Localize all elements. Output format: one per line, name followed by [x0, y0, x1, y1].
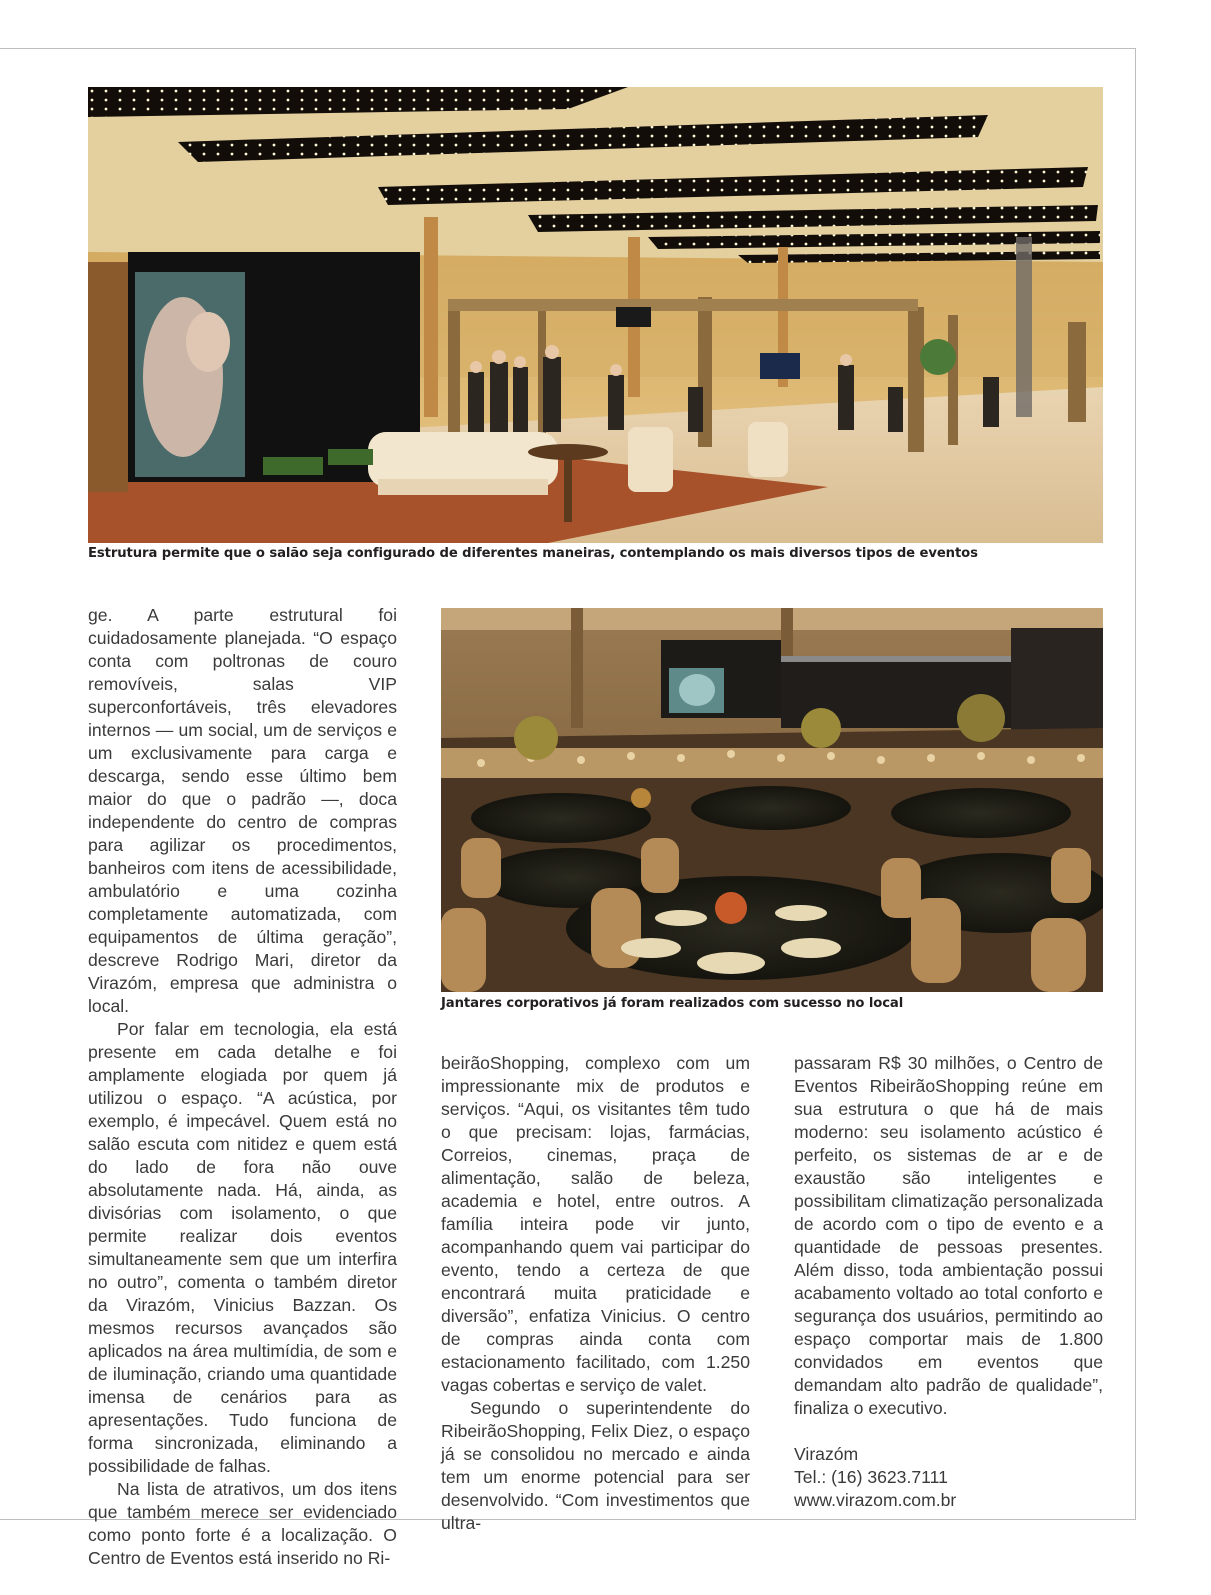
contact-block: [794, 1443, 1103, 1512]
page-border-top: [0, 48, 1136, 49]
article-paragraph: Por falar em tecnologia, ela está presente em cada detalhe e foi amplamente elogiada por quem já utilizou o espaço. “A acústica, por exemplo, é impecável. Quem está no salão escuta com nitidez e quem está do lado de fora não ouve absolutamente nada. Há, ainda, as divisórias com isolamento, o que permite realizar dois eventos simultaneamente sem que um interfira no outro”, comenta o também diretor da Virazóm, Vinicius Bazzan. Os mesmos recursos avançados são aplicados na área multimídia, de som e de iluminação, criando uma quantidade imensa de cenários para as apresentações. Tudo funciona de forma sincronizada, eliminando a possibilidade de falhas.: [88, 1019, 397, 1476]
middle-photo-caption: Jantares corporativos já foram realizados com sucesso no local: [441, 996, 904, 1011]
contact-website[interactable]: www.virazom.com.br: [794, 1490, 957, 1510]
top-photo-caption: Estrutura permite que o salão seja configurado de diferentes maneiras, contemplando os mais diversos tipos de eventos: [88, 546, 978, 561]
article-paragraph: Segundo o superintendente do RibeirãoShopping, Felix Diez, o espaço já se consolidou no mercado e ainda tem um enorme potencial para ser desenvolvido. “Com investimentos que ultra-: [441, 1398, 750, 1533]
exhibition-hall-photo: [88, 87, 1103, 543]
banquet-hall-photo: [441, 608, 1103, 992]
article-column-2: [441, 1052, 750, 1535]
article-paragraph: Na lista de atrativos, um dos itens que também merece ser evidenciado como ponto forte é a localização. O Centro de Eventos está inserido no Ri-: [88, 1479, 397, 1568]
contact-company: Virazóm: [794, 1444, 859, 1464]
article-paragraph: beirãoShopping, complexo com um impressionante mix de produtos e serviços. “Aqui, os visitantes têm tudo o que precisam: lojas, farmácias, Correios, cinemas, praça de alimentação, salão de beleza, academia e hotel, entre outros. A família inteira pode vir junto, acompanhando quem vai participar do evento, tendo a certeza de que encontrará muita praticidade e diversão”, enfatiza Vinicius. O centro de compras ainda conta com estacionamento facilitado, com 1.250 vagas cobertas e serviço de valet.: [441, 1053, 750, 1395]
article-column-1: [88, 604, 397, 1570]
article-column-3: [794, 1052, 1103, 1512]
article-paragraph: ge. A parte estrutural foi cuidadosamente planejada. “O espaço conta com poltronas de couro removíveis, salas VIP superconfortáveis, três elevadores internos — um social, um de serviços e um exclusivamente para carga e descarga, sendo esse último bem maior do que o padrão —, doca independente do centro de compras para agilizar os procedimentos, banheiros com itens de acessibilidade, ambulatório e uma cozinha completamente automatizada, com equipamentos de última geração”, descreve Rodrigo Mari, diretor da Virazóm, empresa que administra o local.: [88, 605, 397, 1016]
contact-phone: Tel.: (16) 3623.7111: [794, 1467, 948, 1487]
article-paragraph: passaram R$ 30 milhões, o Centro de Eventos RibeirãoShopping reúne em sua estrutura o que há de mais moderno: seu isolamento acústico é perfeito, os sistemas de ar e de exaustão são inteligentes e possibilitam climatização personalizada de acordo com o tipo de evento e a quantidade de pessoas presentes. Além disso, toda ambientação possui acabamento voltado ao total conforto e segurança dos usuários, permitindo ao espaço comportar mais de 1.800 convidados em eventos que demandam alto padrão de qualidade”, finaliza o executivo.: [794, 1053, 1103, 1418]
page-border-right: [1135, 48, 1136, 1520]
